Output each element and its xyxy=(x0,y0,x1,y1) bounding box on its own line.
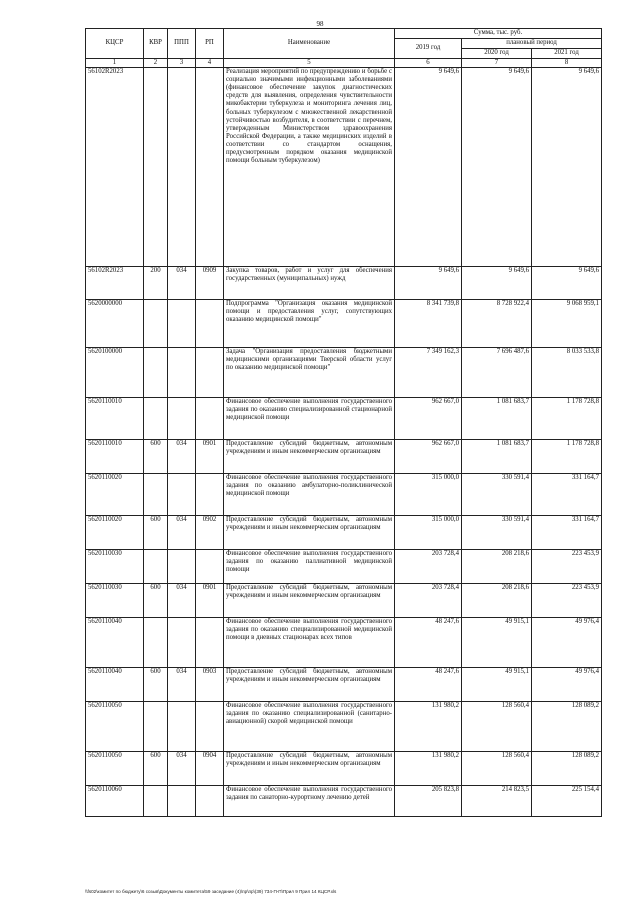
cell-2019: 315 000,0 xyxy=(395,516,462,550)
cell-name: Предоставление субсидий бюджетным, автономным учреждениям и иным некоммерческим организациям xyxy=(224,752,395,786)
cell-2021: 331 164,7 xyxy=(532,516,602,550)
cell-name: Реализация мероприятий по предупреждению и борьбе с социально значимыми инфекционными заболеваниями (финансовое обеспечение закупок диагностических средств для выявления, определения чувствительности микобактерии туберкулеза и мониторинга лечения лиц, больных туберкулезом с множественной лекарственной устойчивостью возбудителя, в соответствии с перечнем, утвержденным Министерством здравоохранения Российской Федерации, а также медицинских изделий в соответствии со стандартом оснащения, предусмотренным порядком оказания медицинской помощи больным туберкулезом) xyxy=(224,68,395,267)
cell-2019: 962 667,0 xyxy=(395,398,462,440)
cell-name: Предоставление субсидий бюджетным, автономным учреждениям и иным некоммерческим организациям xyxy=(224,584,395,618)
cell-2021: 49 976,4 xyxy=(532,618,602,668)
header-rp: РП xyxy=(196,29,224,59)
cell-2020: 49 915,1 xyxy=(462,668,532,702)
cell-2021: 128 089,2 xyxy=(532,702,602,752)
cell-2020: 208 218,6 xyxy=(462,584,532,618)
cell-kvr: 600 xyxy=(144,668,168,702)
cell-kvr xyxy=(144,398,168,440)
table-row xyxy=(86,267,602,300)
cell-name: Предоставление субсидий бюджетным, автономным учреждениям и иным некоммерческим организациям xyxy=(224,668,395,702)
header-2019: 2019 год xyxy=(395,39,462,59)
cell-2019: 205 823,8 xyxy=(395,786,462,817)
cell-ppp xyxy=(168,348,196,398)
table-row xyxy=(86,300,602,348)
cell-ppp: 034 xyxy=(168,668,196,702)
cell-kvr: 600 xyxy=(144,584,168,618)
cell-2020: 1 081 683,7 xyxy=(462,440,532,474)
column-number: 7 xyxy=(462,59,532,68)
cell-rp xyxy=(196,348,224,398)
table-row xyxy=(86,584,602,618)
cell-2021: 8 033 533,8 xyxy=(532,348,602,398)
cell-2020: 128 560,4 xyxy=(462,702,532,752)
cell-2019: 131 980,2 xyxy=(395,702,462,752)
cell-2021: 223 453,9 xyxy=(532,584,602,618)
cell-ppp: 034 xyxy=(168,440,196,474)
cell-2020: 208 218,6 xyxy=(462,550,532,584)
cell-ppp xyxy=(168,300,196,348)
cell-name: Задача "Организация предоставления бюджетными медицинскими организациями Тверской области услуг по оказанию медицинской помощи" xyxy=(224,348,395,398)
cell-ppp xyxy=(168,68,196,267)
cell-name: Финансовое обеспечение выполнения государственного задания по оказанию амбулаторно-поликлинической медицинской помощи xyxy=(224,474,395,516)
header-kcsr: КЦСР xyxy=(86,29,144,59)
cell-2020: 330 591,4 xyxy=(462,474,532,516)
cell-ppp xyxy=(168,618,196,668)
table-row xyxy=(86,702,602,752)
table-row xyxy=(86,752,602,786)
cell-2019: 9 649,6 xyxy=(395,68,462,267)
cell-ppp xyxy=(168,398,196,440)
table-body xyxy=(86,68,602,817)
cell-2021: 9 649,6 xyxy=(532,68,602,267)
table-row xyxy=(86,348,602,398)
table-row xyxy=(86,398,602,440)
cell-kcsr: 5620110040 xyxy=(86,668,144,702)
cell-ppp xyxy=(168,702,196,752)
cell-kvr xyxy=(144,550,168,584)
cell-2021: 49 976,4 xyxy=(532,668,602,702)
cell-name: Предоставление субсидий бюджетным, автономным учреждениям и иным некоммерческим организациям xyxy=(224,516,395,550)
cell-2021: 331 164,7 xyxy=(532,474,602,516)
cell-kcsr: 5620110030 xyxy=(86,584,144,618)
cell-2020: 7 696 487,6 xyxy=(462,348,532,398)
cell-name: Финансовое обеспечение выполнения государственного задания по оказанию специализированной медицинской помощи в дневных стационарах всех типов xyxy=(224,618,395,668)
cell-kvr: 200 xyxy=(144,267,168,300)
cell-kvr xyxy=(144,474,168,516)
column-number: 6 xyxy=(395,59,462,68)
cell-2020: 214 823,5 xyxy=(462,786,532,817)
cell-kvr xyxy=(144,618,168,668)
cell-kcsr: 5620110010 xyxy=(86,440,144,474)
cell-2020: 1 081 683,7 xyxy=(462,398,532,440)
column-number: 3 xyxy=(168,59,196,68)
cell-kcsr: 5620110050 xyxy=(86,702,144,752)
cell-2021: 1 178 728,8 xyxy=(532,398,602,440)
cell-2019: 131 980,2 xyxy=(395,752,462,786)
cell-2019: 962 667,0 xyxy=(395,440,462,474)
cell-2020: 128 560,4 xyxy=(462,752,532,786)
table-header xyxy=(86,29,602,68)
cell-rp: 0903 xyxy=(196,668,224,702)
column-number: 5 xyxy=(224,59,395,68)
table-row xyxy=(86,440,602,474)
cell-kcsr: 5620110020 xyxy=(86,516,144,550)
header-planned-period: плановый период xyxy=(462,39,602,49)
cell-kvr: 600 xyxy=(144,752,168,786)
cell-ppp xyxy=(168,550,196,584)
cell-kvr: 600 xyxy=(144,440,168,474)
cell-2019: 315 000,0 xyxy=(395,474,462,516)
budget-table xyxy=(85,28,602,817)
cell-name: Финансовое обеспечение выполнения государственного задания по санаторно-курортному лечению детей xyxy=(224,786,395,817)
cell-rp xyxy=(196,398,224,440)
cell-2020: 49 915,1 xyxy=(462,618,532,668)
cell-2019: 7 349 162,3 xyxy=(395,348,462,398)
cell-kcsr: 5620110040 xyxy=(86,618,144,668)
column-number: 2 xyxy=(144,59,168,68)
cell-kvr xyxy=(144,68,168,267)
cell-2021: 1 178 728,8 xyxy=(532,440,602,474)
cell-name: Финансовое обеспечение выполнения государственного задания по оказанию специализированной (санитарно-авиационной) скорой медицинской помощи xyxy=(224,702,395,752)
cell-kvr xyxy=(144,300,168,348)
column-number: 8 xyxy=(532,59,602,68)
cell-2019: 203 728,4 xyxy=(395,550,462,584)
header-ppp: ППП xyxy=(168,29,196,59)
cell-2019: 48 247,6 xyxy=(395,668,462,702)
header-2020: 2020 год xyxy=(462,49,532,59)
cell-rp xyxy=(196,300,224,348)
cell-kvr xyxy=(144,702,168,752)
cell-2021: 128 089,2 xyxy=(532,752,602,786)
cell-name: Финансовое обеспечение выполнения государственного задания по оказанию паллиативной медицинской помощи xyxy=(224,550,395,584)
cell-2020: 330 591,4 xyxy=(462,516,532,550)
cell-2020: 9 649,6 xyxy=(462,267,532,300)
column-number: 4 xyxy=(196,59,224,68)
cell-2019: 203 728,4 xyxy=(395,584,462,618)
cell-name: Подпрограмма "Организация оказания медицинской помощи и предоставления услуг, сопутствующих оказанию медицинской помощи" xyxy=(224,300,395,348)
cell-kcsr: 5620110060 xyxy=(86,786,144,817)
cell-ppp xyxy=(168,474,196,516)
cell-rp: 0904 xyxy=(196,752,224,786)
table-row xyxy=(86,786,602,817)
cell-rp xyxy=(196,474,224,516)
cell-name: Предоставление субсидий бюджетным, автономным учреждениям и иным некоммерческим организациям xyxy=(224,440,395,474)
cell-kvr xyxy=(144,786,168,817)
cell-kcsr: 5620110030 xyxy=(86,550,144,584)
cell-rp xyxy=(196,550,224,584)
cell-kvr: 600 xyxy=(144,516,168,550)
cell-kcsr: 5620000000 xyxy=(86,300,144,348)
cell-rp: 0901 xyxy=(196,440,224,474)
header-sum: Сумма, тыс. руб. xyxy=(395,29,602,39)
table-row xyxy=(86,474,602,516)
cell-ppp: 034 xyxy=(168,267,196,300)
cell-ppp xyxy=(168,786,196,817)
cell-2021: 225 154,4 xyxy=(532,786,602,817)
table-row xyxy=(86,618,602,668)
cell-kcsr: 56102R2023 xyxy=(86,68,144,267)
file-path-footer: \\fs02\комитет по бюджету\6 созыв\Документы комитета\59 заседание (4)\пр\пр\(39) 734-П-П\Прил 9 Прил 14 КЦСР.xls xyxy=(85,889,337,894)
cell-ppp: 034 xyxy=(168,584,196,618)
column-number: 1 xyxy=(86,59,144,68)
cell-2021: 223 453,9 xyxy=(532,550,602,584)
cell-ppp: 034 xyxy=(168,752,196,786)
cell-ppp: 034 xyxy=(168,516,196,550)
cell-2019: 48 247,6 xyxy=(395,618,462,668)
header-name: Наименование xyxy=(224,29,395,59)
cell-2021: 9 068 959,1 xyxy=(532,300,602,348)
cell-kcsr: 5620110050 xyxy=(86,752,144,786)
cell-2020: 8 728 922,4 xyxy=(462,300,532,348)
cell-rp: 0902 xyxy=(196,516,224,550)
cell-rp xyxy=(196,702,224,752)
cell-2019: 9 649,6 xyxy=(395,267,462,300)
table-row xyxy=(86,68,602,267)
cell-2019: 8 341 739,8 xyxy=(395,300,462,348)
table-row xyxy=(86,668,602,702)
cell-2021: 9 649,6 xyxy=(532,267,602,300)
cell-kcsr: 5620100000 xyxy=(86,348,144,398)
header-kvr: КВР xyxy=(144,29,168,59)
cell-name: Закупка товаров, работ и услуг для обеспечения государственных (муниципальных) нужд xyxy=(224,267,395,300)
cell-rp xyxy=(196,618,224,668)
cell-2020: 9 649,6 xyxy=(462,68,532,267)
header-2021: 2021 год xyxy=(532,49,602,59)
page-number: 98 xyxy=(316,20,324,28)
cell-rp xyxy=(196,68,224,267)
cell-rp xyxy=(196,786,224,817)
cell-kcsr: 5620110010 xyxy=(86,398,144,440)
table-row xyxy=(86,516,602,550)
cell-kvr xyxy=(144,348,168,398)
cell-kcsr: 56102R2023 xyxy=(86,267,144,300)
cell-name: Финансовое обеспечение выполнения государственного задания по оказанию специализированной стационарной медицинской помощи xyxy=(224,398,395,440)
cell-rp: 0909 xyxy=(196,267,224,300)
table-row xyxy=(86,550,602,584)
cell-kcsr: 5620110020 xyxy=(86,474,144,516)
cell-rp: 0901 xyxy=(196,584,224,618)
